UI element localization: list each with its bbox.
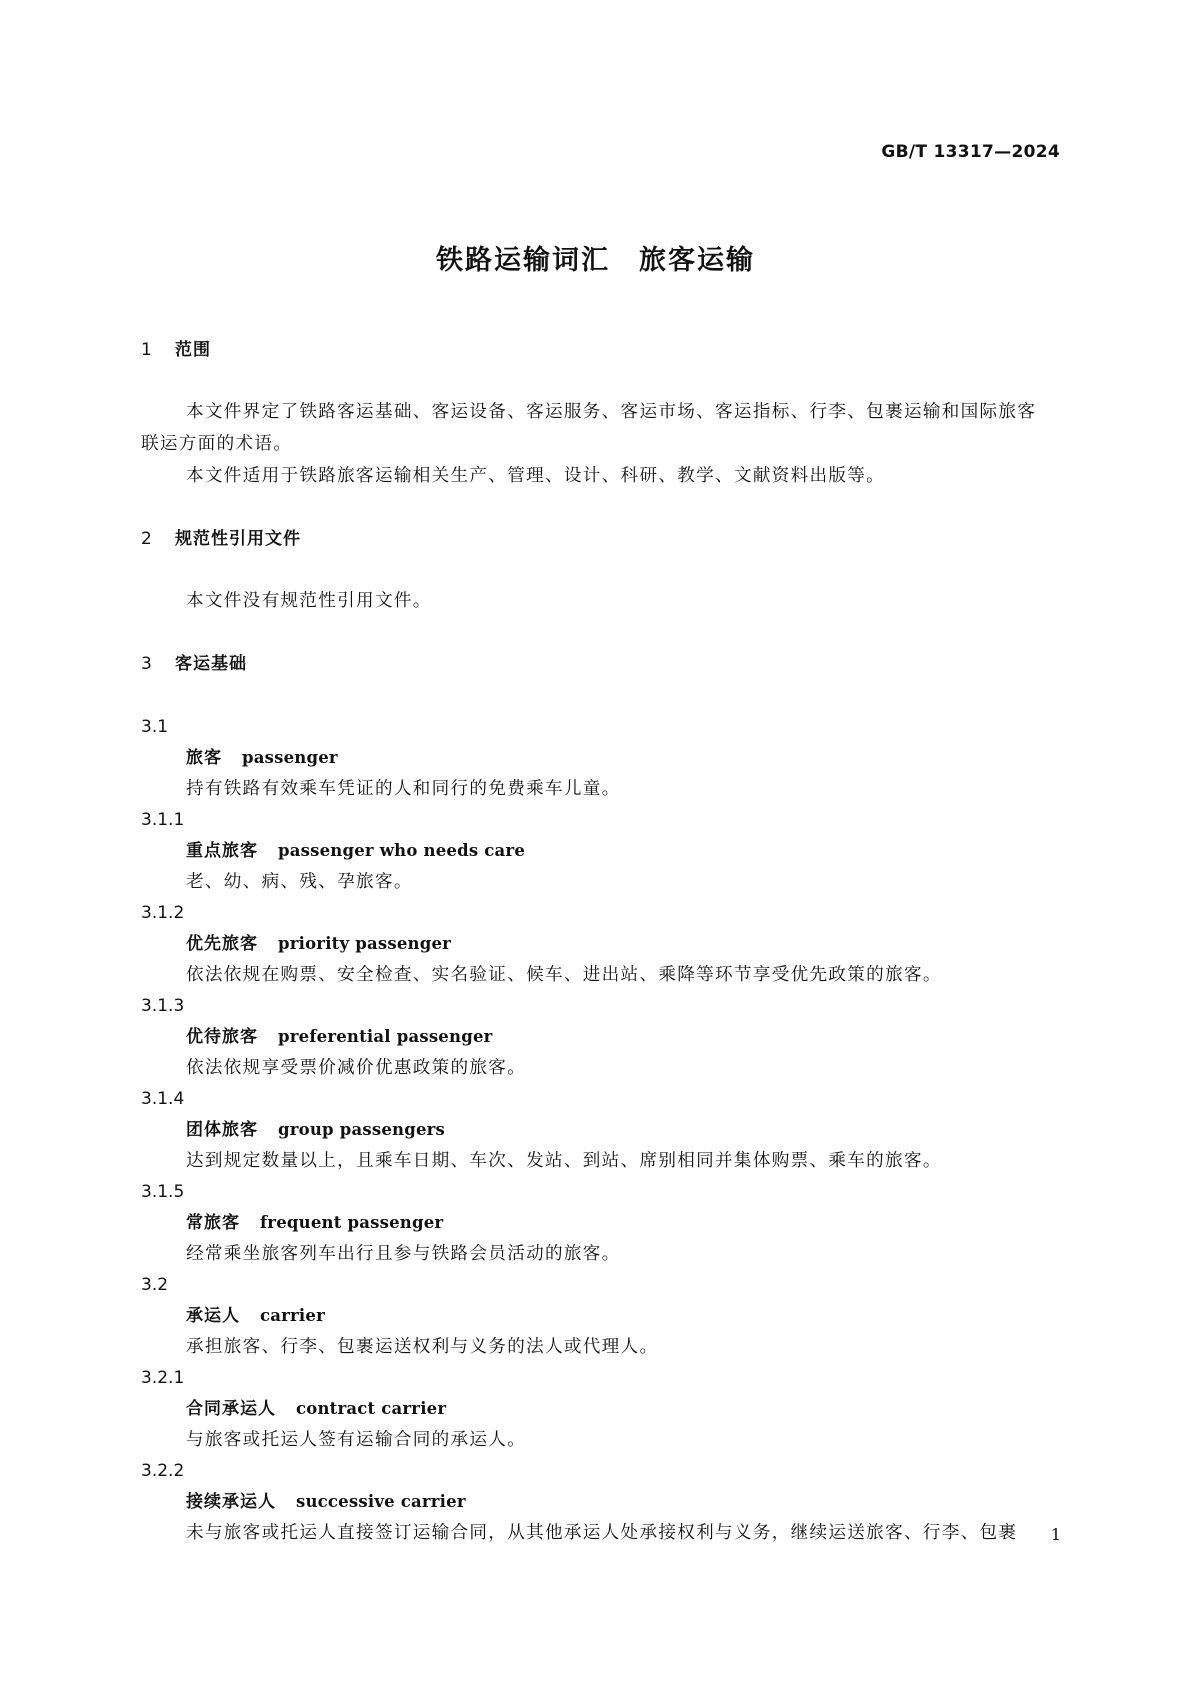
term-entry <box>186 1025 493 1049</box>
term-number: 3.1.4 <box>141 1089 185 1109</box>
term-definition: 依法依规在购票、安全检查、实名验证、候车、进出站、乘降等环节享受优先政策的旅客。 <box>186 965 942 985</box>
term-en: carrier <box>260 1306 325 1325</box>
term-definition: 达到规定数量以上，且乘车日期、车次、发站、到站、席别相同并集体购票、乘车的旅客。 <box>186 1151 942 1171</box>
term-en: passenger <box>242 748 338 767</box>
section-number: 2 <box>141 529 153 549</box>
term-entry <box>186 1211 443 1235</box>
section-number: 3 <box>141 654 153 674</box>
term-cn: 合同承运人 <box>186 1399 276 1419</box>
section-1-paragraph-1: 本文件界定了铁路客运基础、客运设备、客运服务、客运市场、客运指标、行李、包裹运输和国际旅客 <box>186 402 1037 422</box>
section-title: 规范性引用文件 <box>175 529 301 549</box>
term-cn: 优待旅客 <box>186 1027 258 1047</box>
standard-code: GB/T 13317—2024 <box>881 142 1060 162</box>
term-number: 3.2.2 <box>141 1461 185 1481</box>
term-number: 3.1 <box>141 717 169 737</box>
term-en: group passengers <box>278 1120 446 1139</box>
term-definition: 持有铁路有效乘车凭证的人和同行的免费乘车儿童。 <box>186 779 621 799</box>
section-2-paragraph-1: 本文件没有规范性引用文件。 <box>186 591 432 611</box>
term-definition: 老、幼、病、残、孕旅客。 <box>186 872 413 892</box>
term-cn: 承运人 <box>186 1306 240 1326</box>
term-definition: 未与旅客或托运人直接签订运输合同，从其他承运人处承接权利与义务，继续运送旅客、行李、包裹 <box>186 1523 1018 1543</box>
term-definition: 经常乘坐旅客列车出行且参与铁路会员活动的旅客。 <box>186 1244 621 1264</box>
term-entry <box>186 932 451 956</box>
term-number: 3.1.2 <box>141 903 185 923</box>
term-cn: 旅客 <box>186 748 222 768</box>
term-entry <box>186 839 525 863</box>
term-en: preferential passenger <box>278 1027 493 1046</box>
section-1-heading <box>141 338 211 362</box>
section-number: 1 <box>141 340 153 360</box>
term-number: 3.2 <box>141 1275 169 1295</box>
document-title: 铁路运输词汇 旅客运输 <box>436 245 755 276</box>
section-2-heading <box>141 527 301 551</box>
term-en: contract carrier <box>296 1399 447 1418</box>
term-entry <box>186 746 338 770</box>
term-en: successive carrier <box>296 1492 466 1511</box>
term-entry <box>186 1490 466 1514</box>
term-entry <box>186 1397 446 1421</box>
term-number: 3.1.5 <box>141 1182 185 1202</box>
term-entry <box>186 1304 325 1328</box>
term-entry <box>186 1118 445 1142</box>
section-title: 范围 <box>175 340 211 360</box>
term-cn: 重点旅客 <box>186 841 258 861</box>
term-number: 3.1.1 <box>141 810 185 830</box>
section-1-paragraph-1-cont: 联运方面的术语。 <box>141 434 293 454</box>
term-cn: 团体旅客 <box>186 1120 258 1140</box>
term-number: 3.1.3 <box>141 996 185 1016</box>
term-en: passenger who needs care <box>278 841 526 860</box>
section-title: 客运基础 <box>175 654 247 674</box>
page-number: 1 <box>1050 1525 1061 1544</box>
term-cn: 接续承运人 <box>186 1492 276 1512</box>
term-cn: 常旅客 <box>186 1213 240 1233</box>
term-number: 3.2.1 <box>141 1368 185 1388</box>
term-en: priority passenger <box>278 934 452 953</box>
term-en: frequent passenger <box>260 1213 444 1232</box>
term-definition: 承担旅客、行李、包裹运送权利与义务的法人或代理人。 <box>186 1337 659 1357</box>
term-cn: 优先旅客 <box>186 934 258 954</box>
section-3-heading <box>141 652 247 676</box>
term-definition: 依法依规享受票价减价优惠政策的旅客。 <box>186 1058 527 1078</box>
term-definition: 与旅客或托运人签有运输合同的承运人。 <box>186 1430 527 1450</box>
section-1-paragraph-2: 本文件适用于铁路旅客运输相关生产、管理、设计、科研、教学、文献资料出版等。 <box>186 466 886 486</box>
